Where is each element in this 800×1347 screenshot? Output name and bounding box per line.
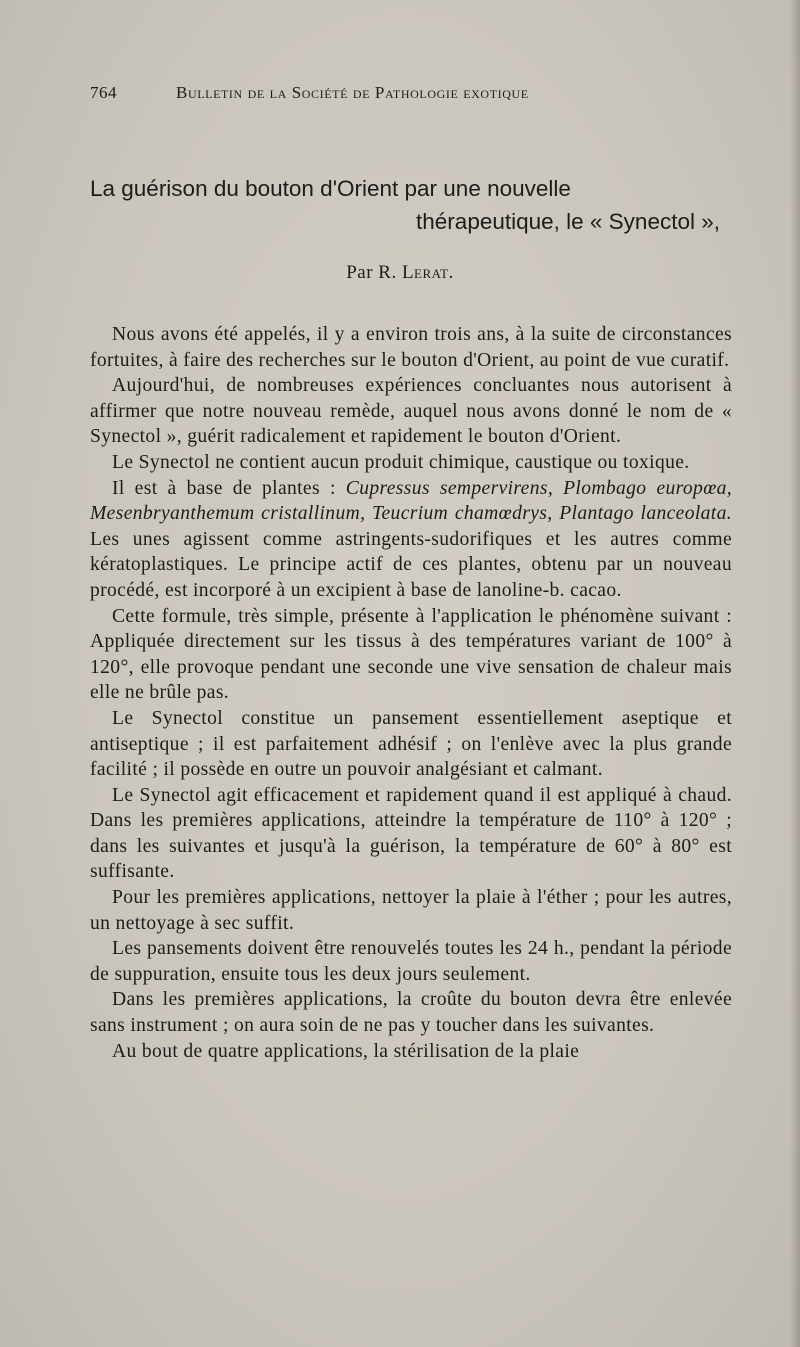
paragraph: Les pansements doivent être renouvelés toutes les 24 h., pendant la période de suppuration, ensuite tous les deux jours seulement. — [90, 938, 732, 985]
paragraph: Le Synectol ne contient aucun produit chimique, caustique ou toxique. — [112, 451, 690, 473]
byline-prefix: Par — [346, 262, 379, 283]
plant-name: Plombago europœa, — [563, 477, 733, 499]
article-title-line-2: thérapeutique, le « Synectol », — [416, 209, 720, 234]
article-body — [90, 322, 732, 1064]
paragraph: Cette formule, très simple, présente à l'application le phénomène suivant : Appliquée directement sur les tissus à des températures variant de 100° à 120°, elle provoque pendant une seconde une vive sensation de chaleur mais elle ne brûle pas. — [90, 605, 732, 704]
paragraph-plants — [90, 476, 732, 604]
plant-name: Plantago lanceolata. — [559, 503, 732, 525]
plant-name: Cupressus sempervirens, — [345, 477, 554, 499]
page-edge-shadow — [790, 0, 800, 1347]
author-name: R. Lerat. — [378, 262, 454, 283]
paragraph: Le Synectol constitue un pansement essentiellement aseptique et antiseptique ; il est parfaitement adhésif ; on l'enlève avec la plus grande facilité ; il possède en outre un pouvoir analgésiant et calmant. — [90, 707, 732, 781]
paragraph: Pour les premières applications, nettoyer la plaie à l'éther ; pour les autres, un nettoyage à sec suffit. — [90, 887, 732, 934]
plant-name: Teucrium chamœdrys, — [372, 503, 553, 525]
journal-title: Bulletin de la Société de Pathologie exotique — [176, 83, 529, 102]
paragraph: Aujourd'hui, de nombreuses expériences concluantes nous autorisent à affirmer que notre nouveau remède, auquel nous avons donné le nom de « Synectol », guérit radicalement et rapidement le bouton d'Orient. — [90, 375, 732, 448]
paragraph: Dans les premières applications, la croûte du bouton devra être enlevée sans instrument ; on aura soin de ne pas y toucher dans les suivantes. — [90, 989, 732, 1037]
running-header — [90, 83, 740, 109]
paragraph: Au bout de quatre applications, la stérilisation de la plaie — [112, 1040, 580, 1062]
byline — [0, 262, 800, 284]
plants-rest: Les unes agissent comme astringents-sudorifiques et les autres comme kératoplastiques. Le principe actif de ces plantes, obtenu par un nouveau procédé, est incorporé à un excipient à base de lanoline-b. cacao. — [90, 528, 732, 601]
paragraph: Nous avons été appelés, il y a environ trois ans, à la suite de circonstances fortuites, à faire des recherches sur le bouton d'Orient, au point de vue curatif. — [90, 324, 732, 371]
article-title-line-1: La guérison du bouton d'Orient par une nouvelle — [90, 176, 571, 201]
paragraph: Le Synectol agit efficacement et rapidement quand il est appliqué à chaud. Dans les premières applications, atteindre la température de 110° à 120° ; dans les suivantes et jusqu'à la guérison, la température de 60° à 80° est suffisante. — [90, 784, 732, 883]
page-number: 764 — [90, 83, 117, 102]
plant-name: Mesenbryanthemum cristallinum, — [90, 503, 366, 525]
plants-intro: Il est à base de plantes : — [112, 477, 346, 499]
article-title — [90, 172, 730, 238]
